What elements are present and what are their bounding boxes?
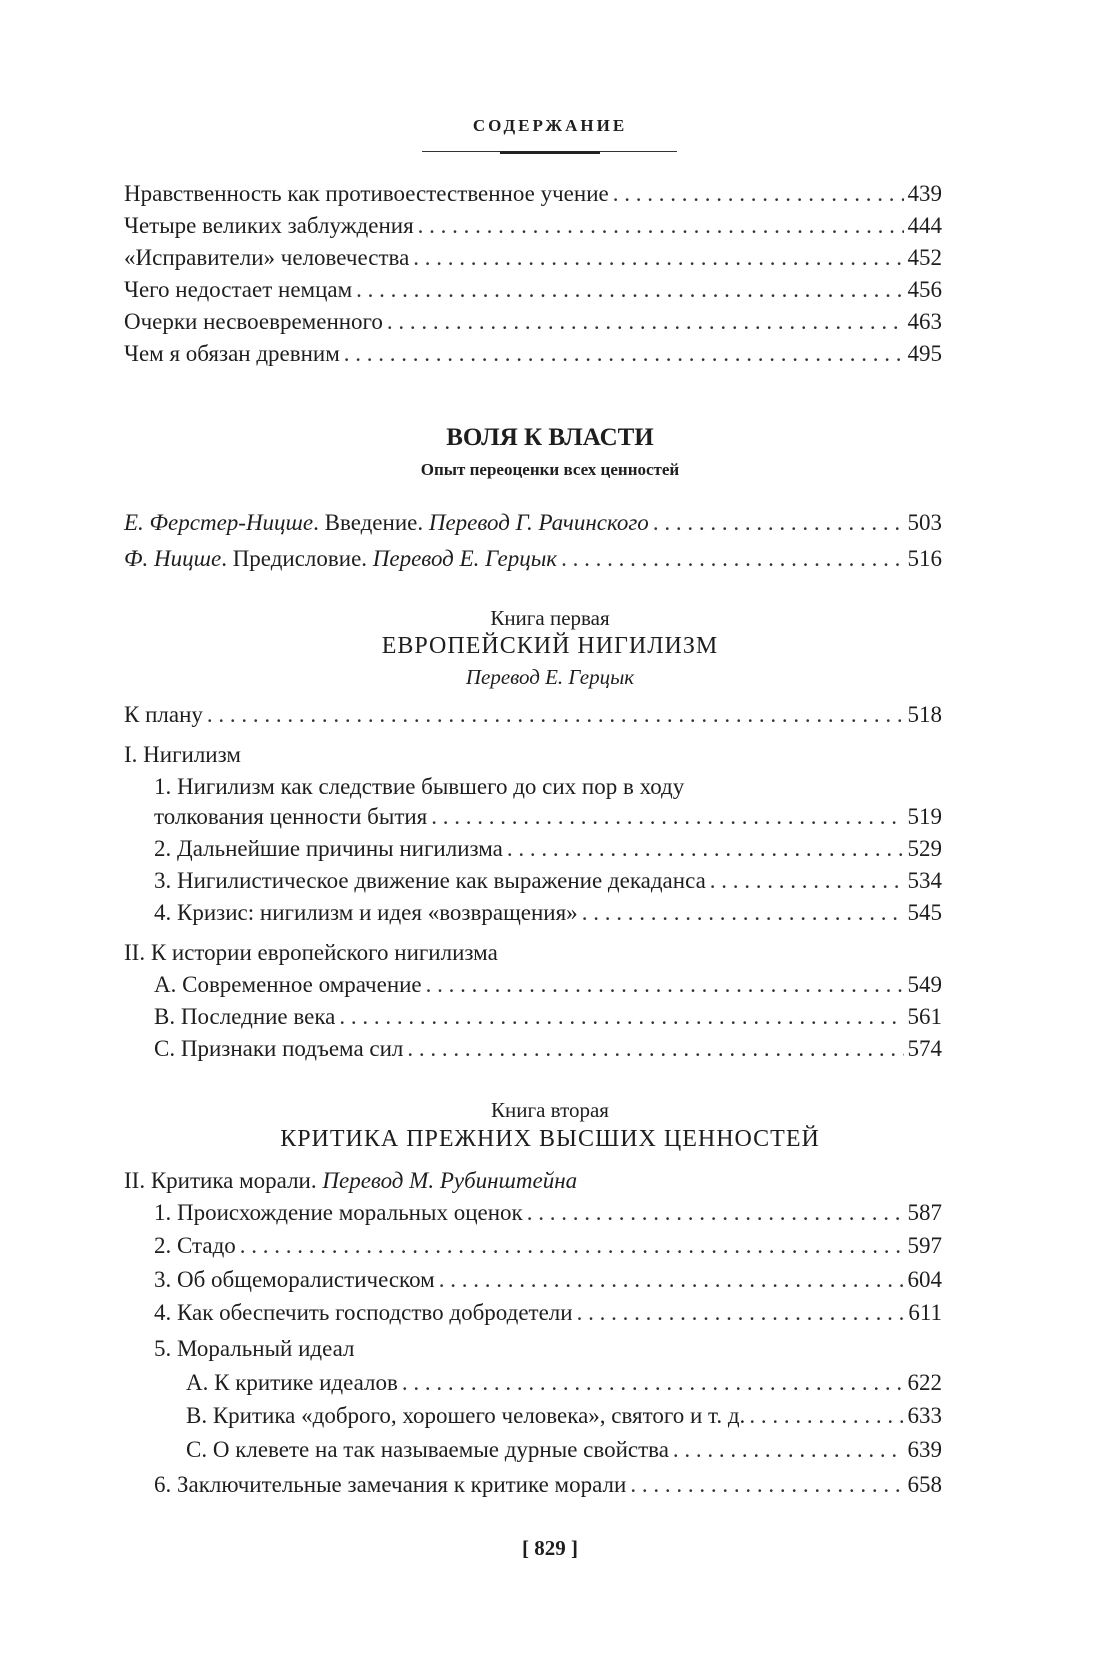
toc-entry[interactable]: Чем я обязан древним . . . 495 xyxy=(124,339,942,369)
toc-entry[interactable]: 2. Дальнейшие причины нигилизма . . . 529 xyxy=(154,834,942,864)
page-number: [ 829 ] xyxy=(522,1536,578,1560)
toc-entry[interactable]: B. Последние века . . . 561 xyxy=(154,1002,942,1032)
toc-entry[interactable]: A. Современное омрачение . . . 549 xyxy=(154,970,942,1000)
toc-entry[interactable]: 2. Стадо . . . 597 xyxy=(154,1231,942,1261)
book2-title: КРИТИКА ПРЕЖНИХ ВЫСШИХ ЦЕННОСТЕЙ xyxy=(280,1126,820,1152)
toc-entry[interactable]: 3. Об общеморалистическом . . . 604 xyxy=(154,1265,942,1295)
part2-title: II. К истории европейского нигилизма xyxy=(124,940,498,965)
section-subtitle: Опыт переоценки всех ценностей xyxy=(420,460,680,479)
toc-entry[interactable]: «Исправители» человечества . . . 452 xyxy=(124,243,942,273)
toc-entry-intro[interactable]: Е. Ферстер-Ницше. Введение. Перевод Г. Рачинского . . . 503 xyxy=(124,508,942,538)
toc-entry[interactable]: Четыре великих заблуждения . . . 444 xyxy=(124,211,942,241)
running-header: СОДЕРЖАНИЕ xyxy=(472,116,628,135)
toc-entry[interactable]: A. К критике идеалов . . . 622 xyxy=(186,1368,942,1398)
book2-label: Книга вторая xyxy=(491,1098,609,1122)
toc-entry-plan[interactable]: К плану . . . 518 xyxy=(124,700,942,730)
toc-entry[interactable]: 4. Кризис: нигилизм и идея «возвращения» . . . 545 xyxy=(154,898,942,928)
section-title: ВОЛЯ К ВЛАСТИ xyxy=(446,424,654,451)
header-rule-accent xyxy=(500,151,600,154)
book1-translator: Перевод Е. Герцык xyxy=(465,665,635,689)
toc-entry[interactable]: C. О клевете на так называемые дурные свойства . . . 639 xyxy=(186,1435,942,1465)
toc-entry[interactable]: Нравственность как противоестественное учение . . . 439 xyxy=(124,179,942,209)
toc-entry[interactable]: C. Признаки подъема сил . . . 574 xyxy=(154,1034,942,1064)
toc-entry[interactable]: Чего недостает немцам . . . 456 xyxy=(124,275,942,305)
book2-part-title: II. Критика морали. Перевод М. Рубинштейна xyxy=(124,1168,578,1193)
book1-title: ЕВРОПЕЙСКИЙ НИГИЛИЗМ xyxy=(381,633,719,659)
toc-entry-preface[interactable]: Ф. Ницше. Предисловие. Перевод Е. Герцык . . . 516 xyxy=(124,544,942,574)
part1-title: I. Нигилизм xyxy=(124,742,241,767)
book1-label: Книга первая xyxy=(490,606,610,630)
part1-item1-line1[interactable]: 1. Нигилизм как следствие бывшего до сих пор в ходу xyxy=(154,774,685,799)
toc-entry[interactable]: 6. Заключительные замечания к критике морали . . . 658 xyxy=(154,1470,942,1500)
toc-entry[interactable]: толкования ценности бытия . . . 519 xyxy=(154,802,942,832)
toc-entry[interactable]: Очерки несвоевременного . . . 463 xyxy=(124,307,942,337)
toc-entry[interactable]: 3. Нигилистическое движение как выражение декаданса . . . 534 xyxy=(154,866,942,896)
toc-entry[interactable]: 1. Происхождение моральных оценок . . . 587 xyxy=(154,1198,942,1228)
toc-entry[interactable]: 4. Как обеспечить господство добродетели . . . 611 xyxy=(154,1298,942,1328)
book2-item5-title: 5. Моральный идеал xyxy=(154,1336,355,1361)
toc-entry[interactable]: B. Критика «доброго, хорошего человека», святого и т. д. . . . 633 xyxy=(186,1401,942,1431)
